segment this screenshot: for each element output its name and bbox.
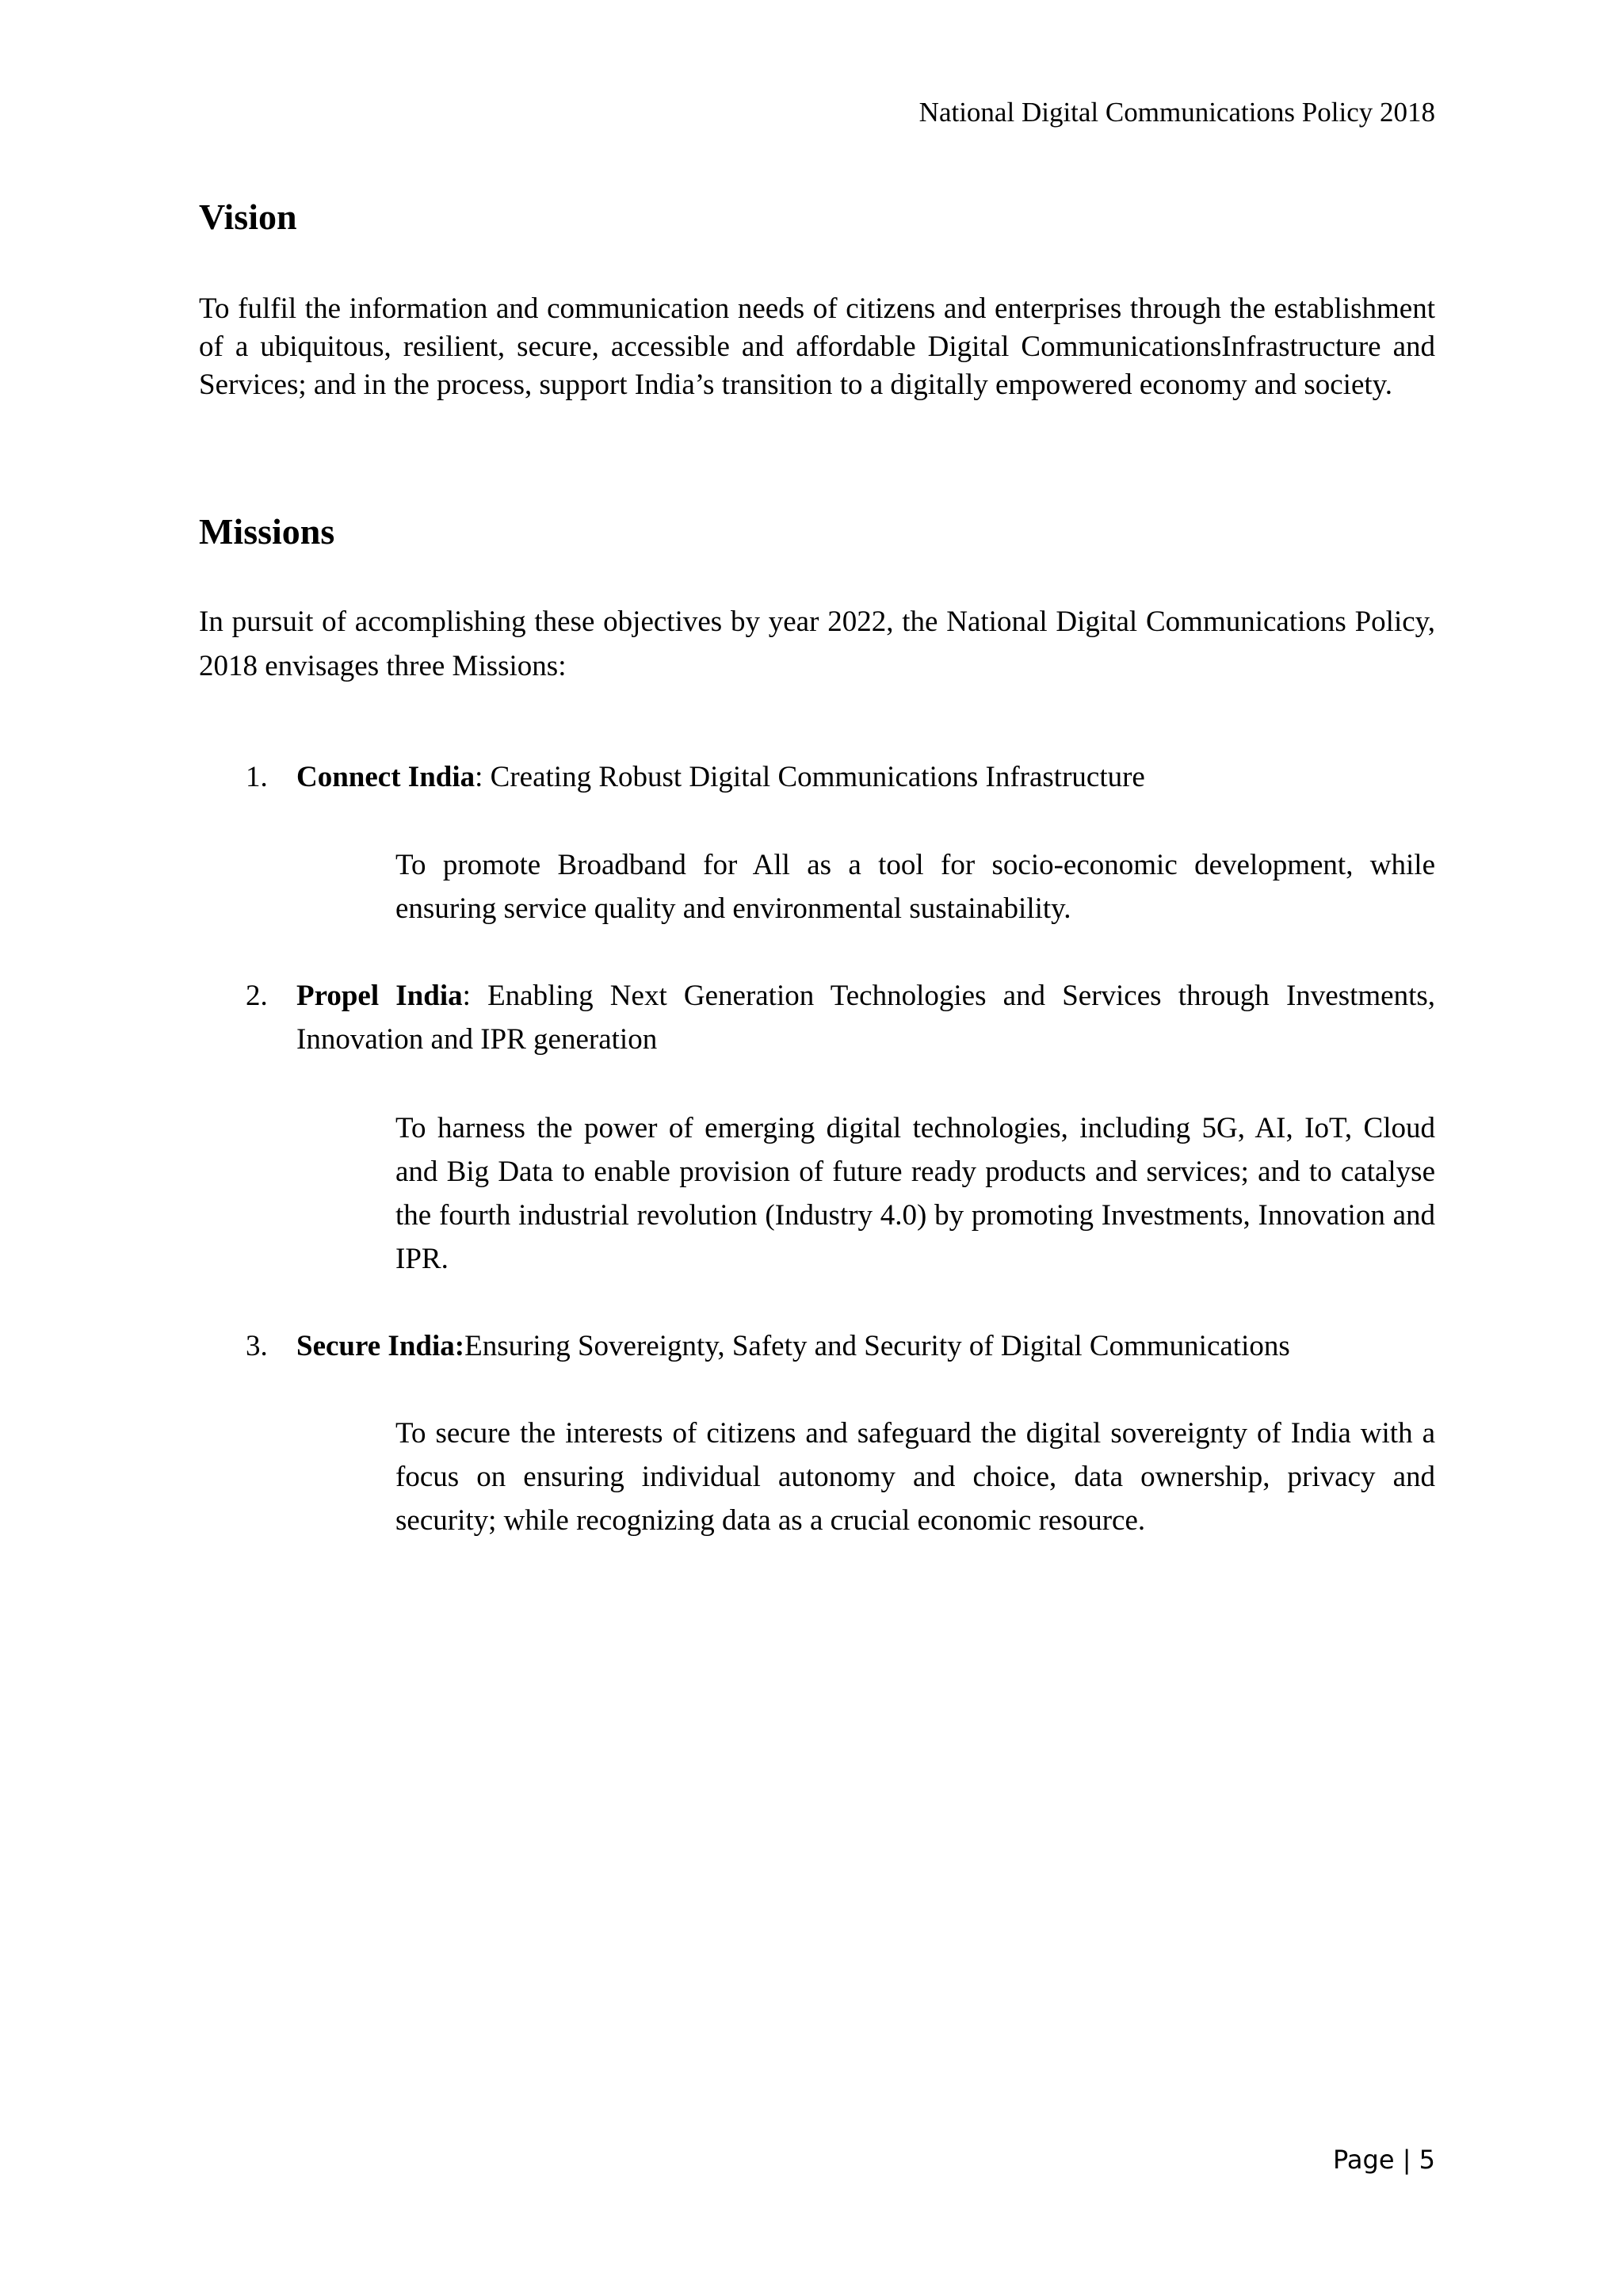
mission-description-secure-india: To secure the interests of citizens and safeguard the digital sovereignty of India with a focus on ensuring individual autonomy and choice, data ownership, privacy and security; while recognizing data as a crucial economic resource. (395, 1417, 1435, 1537)
vision-paragraph: To fulfil the information and communication needs of citizens and enterprises through the establishment of a ubiquitous, resilient, secure, accessible and affordable Digital CommunicationsInfrastructure and Services; and in the process, support India’s transition to a digitally empowered economy and society. (199, 292, 1435, 401)
missions-intro-paragraph: In pursuit of accomplishing these objectives by year 2022, the National Digital Communications Policy, 2018 envisages three Missions: (199, 606, 1435, 682)
mission-title-text: Ensuring Sovereignty, Safety and Security of Digital Communications (464, 1330, 1290, 1362)
mission-title-propel-india (296, 974, 1435, 1061)
mission-name: Connect India (296, 761, 475, 793)
missions-heading: Missions (199, 511, 335, 552)
mission-name: Secure India: (296, 1330, 465, 1362)
page-number: Page | 5 (1333, 2145, 1435, 2175)
mission-number: 3. (246, 1330, 268, 1362)
mission-name: Propel India (296, 980, 463, 1012)
mission-number: 1. (246, 761, 268, 793)
running-header: National Digital Communications Policy 2018 (918, 97, 1435, 128)
mission-description-connect-india: To promote Broadband for All as a tool for socio-economic development, while ensuring service quality and environmental sustainability. (395, 849, 1435, 925)
mission-title-connect-india (296, 755, 1435, 799)
mission-number: 2. (246, 980, 268, 1012)
vision-heading: Vision (199, 197, 297, 237)
mission-title-text: Creating Robust Digital Communications Infrastructure (490, 761, 1145, 793)
mission-title-secure-india (296, 1324, 1435, 1368)
mission-title-text: Enabling Next Generation Technologies and Services through Investments, Innovation and IPR generation (296, 980, 1436, 1056)
mission-description-propel-india: To harness the power of emerging digital technologies, including 5G, AI, IoT, Cloud and Big Data to enable provision of future ready products and services; and to catalyse the fourth industrial revolution (Industry 4.0) by promoting Investments, Innovation and IPR. (395, 1112, 1435, 1275)
mission-separator: : (475, 761, 491, 793)
mission-separator: : (462, 980, 488, 1012)
